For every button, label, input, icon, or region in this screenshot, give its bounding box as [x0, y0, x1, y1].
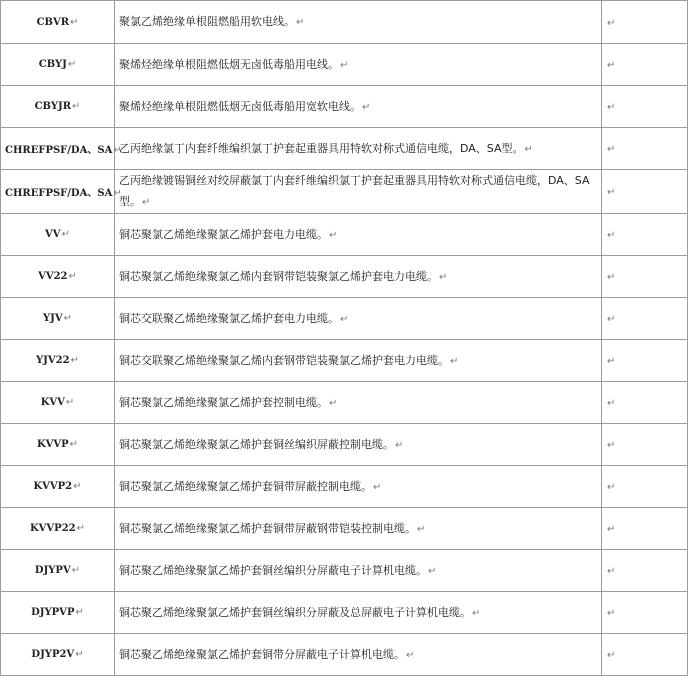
paragraph-mark-icon: ↵ — [607, 524, 616, 535]
paragraph-mark-icon: ↵ — [63, 313, 73, 324]
paragraph-mark-icon: ↵ — [340, 313, 349, 325]
model-cell — [1, 634, 115, 676]
description-cell — [115, 466, 602, 508]
paragraph-mark-icon: ↵ — [71, 565, 81, 576]
paragraph-mark-icon: ↵ — [373, 481, 382, 493]
model-cell — [1, 592, 115, 634]
description-text: 乙丙绝缘氯丁内套纤维编织氯丁护套起重器具用特软对称式通信电缆，DA、SA型。 — [119, 141, 524, 155]
paragraph-mark-icon: ↵ — [607, 440, 616, 451]
model-code: KVVP22 — [29, 523, 76, 534]
empty-cell — [602, 214, 688, 256]
paragraph-mark-icon: ↵ — [395, 439, 404, 451]
model-cell — [1, 298, 115, 340]
paragraph-mark-icon: ↵ — [296, 17, 305, 28]
paragraph-mark-icon: ↵ — [61, 229, 70, 240]
description-text: 铜芯聚氯乙烯绝缘聚氯乙烯护套控制电缆。 — [119, 395, 328, 409]
paragraph-mark-icon: ↵ — [439, 271, 448, 283]
table-row — [1, 298, 688, 340]
description-cell — [115, 1, 602, 44]
paragraph-mark-icon: ↵ — [75, 649, 84, 660]
table-row — [1, 128, 688, 170]
paragraph-mark-icon: ↵ — [69, 439, 79, 450]
description-text: 乙丙绝缘镀锡铜丝对绞屏蔽氯丁内套纤维编织氯丁护套起重器具用特软对称式通信电缆，DA、SA型。 — [119, 174, 590, 208]
table-row — [1, 424, 688, 466]
paragraph-mark-icon: ↵ — [607, 482, 616, 493]
paragraph-mark-icon: ↵ — [329, 229, 338, 241]
paragraph-mark-icon: ↵ — [450, 355, 459, 367]
description-cell — [115, 424, 602, 466]
model-cell — [1, 508, 115, 550]
paragraph-mark-icon: ↵ — [65, 397, 75, 408]
empty-cell — [602, 466, 688, 508]
paragraph-mark-icon: ↵ — [607, 398, 616, 409]
paragraph-mark-icon: ↵ — [607, 356, 616, 367]
model-cell — [1, 170, 122, 214]
description-text: 铜芯聚乙烯绝缘聚氯乙烯护套铜丝编织分屏蔽及总屏蔽电子计算机电缆。 — [119, 605, 471, 619]
paragraph-mark-icon: ↵ — [76, 523, 86, 534]
table-row — [1, 340, 688, 382]
description-cell — [115, 128, 602, 170]
empty-cell — [602, 86, 688, 128]
model-code: CBVR — [36, 16, 70, 28]
description-text: 铜芯聚氯乙烯绝缘聚氯乙烯护套电力电缆。 — [119, 227, 328, 241]
model-code: YJV22 — [36, 355, 70, 366]
model-cell — [1, 424, 115, 466]
empty-cell — [602, 592, 688, 634]
description-text: 铜芯聚氯乙烯绝缘聚氯乙烯内套钢带铠装聚氯乙烯护套电力电缆。 — [119, 269, 438, 283]
empty-cell — [602, 340, 688, 382]
table-row — [1, 550, 688, 592]
description-cell — [115, 86, 602, 128]
paragraph-mark-icon: ↵ — [607, 17, 616, 29]
paragraph-mark-icon: ↵ — [472, 607, 481, 619]
model-cell — [1, 550, 115, 592]
model-code: VV22 — [38, 271, 68, 282]
description-cell — [115, 382, 602, 424]
table-row — [1, 634, 688, 676]
empty-cell — [602, 44, 688, 86]
description-text: 聚烯烃绝缘单根阻燃低烟无卤低毒船用宽软电线。 — [119, 99, 361, 113]
paragraph-mark-icon: ↵ — [142, 197, 151, 208]
description-text: 聚氯乙烯绝缘单根阻燃船用软电线。 — [119, 15, 295, 28]
paragraph-mark-icon: ↵ — [428, 565, 437, 577]
description-text: 铜芯交联聚乙烯绝缘聚氯乙烯内套钢带铠装聚氯乙烯护套电力电缆。 — [119, 353, 449, 367]
description-cell — [115, 256, 602, 298]
paragraph-mark-icon: ↵ — [607, 102, 616, 113]
paragraph-mark-icon: ↵ — [70, 16, 79, 28]
paragraph-mark-icon: ↵ — [73, 481, 82, 492]
description-cell — [115, 550, 602, 592]
paragraph-mark-icon: ↵ — [607, 566, 616, 577]
paragraph-mark-icon: ↵ — [607, 314, 616, 325]
empty-cell — [602, 382, 688, 424]
description-cell — [115, 592, 602, 634]
model-cell — [1, 44, 115, 86]
model-cell — [1, 1, 115, 44]
model-code: DJYPVP — [31, 607, 75, 618]
paragraph-mark-icon: ↵ — [340, 59, 349, 71]
model-code: CBYJ — [38, 59, 67, 70]
paragraph-mark-icon: ↵ — [72, 101, 81, 112]
paragraph-mark-icon: ↵ — [417, 523, 426, 535]
description-cell — [115, 340, 602, 382]
paragraph-mark-icon: ↵ — [406, 649, 415, 661]
table-row — [1, 508, 688, 550]
description-cell — [115, 170, 602, 214]
paragraph-mark-icon: ↵ — [607, 650, 616, 661]
model-code: CBYJR — [34, 101, 72, 112]
model-cell — [1, 466, 115, 508]
description-text: 铜芯交联聚乙烯绝缘聚氯乙烯护套电力电缆。 — [119, 311, 339, 325]
empty-cell — [602, 424, 688, 466]
paragraph-mark-icon: ↵ — [113, 188, 122, 199]
description-text: 铜芯聚氯乙烯绝缘聚氯乙烯护套铜带屏蔽控制电缆。 — [119, 479, 372, 493]
table-row — [1, 256, 688, 298]
model-code: YJV — [42, 313, 63, 324]
paragraph-mark-icon: ↵ — [607, 187, 616, 198]
model-code: KVV — [40, 397, 65, 408]
paragraph-mark-icon: ↵ — [67, 59, 77, 70]
paragraph-mark-icon: ↵ — [329, 397, 338, 409]
description-cell — [115, 298, 602, 340]
paragraph-mark-icon: ↵ — [362, 101, 371, 113]
empty-cell — [602, 634, 688, 676]
paragraph-mark-icon: ↵ — [607, 144, 616, 155]
empty-cell — [602, 508, 688, 550]
empty-cell — [602, 550, 688, 592]
model-code: DJYPV — [34, 565, 71, 576]
table-row — [1, 44, 688, 86]
empty-cell — [602, 298, 688, 340]
description-text: 铜芯聚乙烯绝缘聚氯乙烯护套铜带分屏蔽电子计算机电缆。 — [119, 647, 405, 661]
model-code: VV — [45, 229, 61, 240]
description-cell — [115, 634, 602, 676]
table-row — [1, 592, 688, 634]
description-text: 铜芯聚氯乙烯绝缘聚氯乙烯护套铜丝编织屏蔽控制电缆。 — [119, 437, 394, 451]
paragraph-mark-icon: ↵ — [68, 271, 77, 282]
description-text: 聚烯烃绝缘单根阻燃低烟无卤低毒船用电线。 — [119, 57, 339, 71]
model-code: KVVP2 — [33, 481, 73, 492]
paragraph-mark-icon: ↵ — [607, 608, 616, 619]
empty-cell — [602, 128, 688, 170]
empty-cell — [602, 170, 688, 214]
description-cell — [115, 508, 602, 550]
paragraph-mark-icon: ↵ — [607, 60, 616, 71]
table-row — [1, 214, 688, 256]
model-code: KVVP — [36, 439, 69, 450]
empty-cell — [602, 256, 688, 298]
table-body — [1, 1, 688, 676]
table-row — [1, 1, 688, 44]
paragraph-mark-icon: ↵ — [70, 355, 79, 366]
model-code: CHREFPSF/DA、SA — [5, 188, 113, 199]
table-row — [1, 86, 688, 128]
model-cell — [1, 340, 115, 382]
description-cell — [115, 214, 602, 256]
empty-cell — [602, 1, 688, 44]
model-cell — [1, 214, 115, 256]
model-cell — [1, 86, 115, 128]
paragraph-mark-icon: ↵ — [113, 145, 122, 156]
model-cell — [1, 382, 115, 424]
table-row — [1, 382, 688, 424]
paragraph-mark-icon: ↵ — [607, 230, 616, 241]
description-text: 铜芯聚氯乙烯绝缘聚氯乙烯护套铜带屏蔽钢带铠装控制电缆。 — [119, 521, 416, 535]
paragraph-mark-icon: ↵ — [607, 272, 616, 283]
table-row — [1, 466, 688, 508]
description-cell — [115, 44, 602, 86]
model-code: DJYP2V — [31, 649, 75, 660]
model-cell — [1, 128, 122, 170]
model-code: CHREFPSF/DA、SA — [5, 145, 113, 156]
description-text: 铜芯聚乙烯绝缘聚氯乙烯护套铜丝编织分屏蔽电子计算机电缆。 — [119, 563, 427, 577]
paragraph-mark-icon: ↵ — [524, 143, 533, 155]
paragraph-mark-icon: ↵ — [75, 607, 84, 618]
model-cell — [1, 256, 115, 298]
table-row — [1, 170, 688, 214]
